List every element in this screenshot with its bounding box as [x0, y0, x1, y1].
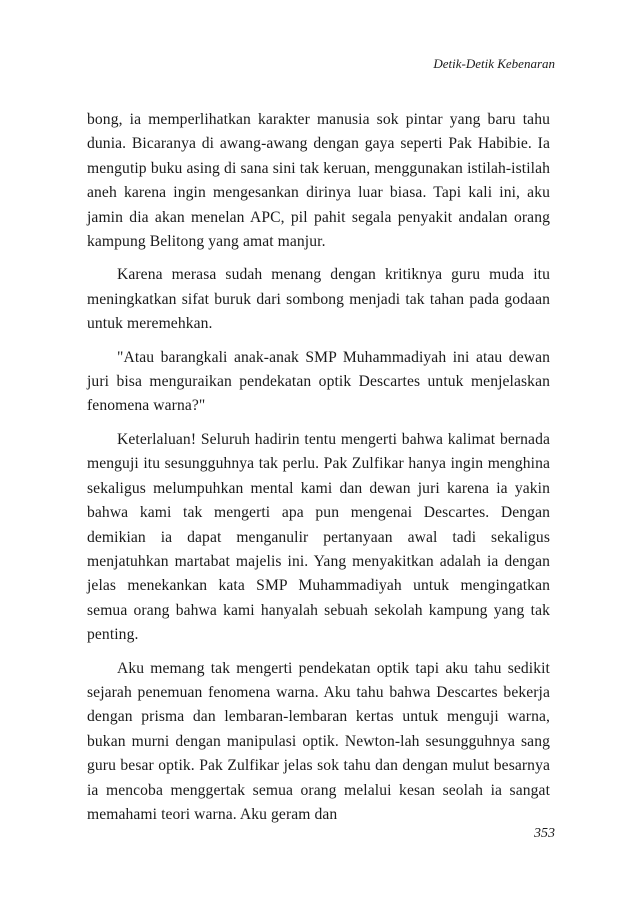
paragraph: Keterlaluan! Seluruh hadirin tentu mengerti bahwa kalimat bernada menguji itu sesungguhnya tak perlu. Pak Zulfikar hanya ingin menghina sekaligus melumpuhkan mental kami dan dewan juri karena ia yakin bahwa kami tak mengerti apa pun mengenai Descartes. Dengan demikian ia dapat menganulir pertanyaan awal tadi sekaligus menjatuhkan martabat majelis ini. Yang menyakitkan adalah ia dengan jelas menekankan kata SMP Muhammadiyah untuk mengingatkan semua orang bahwa kami hanyalah sebuah sekolah kampung yang tak penting.	[87, 430, 550, 644]
body-text	[87, 108, 550, 836]
paragraph: Karena merasa sudah menang dengan kritiknya guru muda itu meningkatkan sifat buruk dari sombong menjadi tak tahan pada godaan untuk meremehkan.	[87, 266, 550, 333]
paragraph: bong, ia memperlihatkan karakter manusia sok pintar yang baru tahu dunia. Bicaranya di awang-awang dengan gaya seperti Pak Habibie. Ia mengutip buku asing di sana sini tak keruan, menggunakan istilah-istilah aneh karena ingin mengesankan dirinya luar biasa. Tapi kali ini, aku jamin dia akan menelan APC, pil pahit segala penyakit andalan orang kampung Belitong yang amat manjur.	[87, 111, 550, 251]
paragraph: "Atau barangkali anak-anak SMP Muhammadiyah ini atau dewan juri bisa menguraikan pendekatan optik Descartes untuk menjelaskan fenomena warna?"	[87, 348, 550, 415]
paragraph: Aku memang tak mengerti pendekatan optik tapi aku tahu sedikit sejarah penemuan fenomena warna. Aku tahu bahwa Descartes bekerja dengan prisma dan lembaran-lembaran kertas untuk menguji warna, bukan murni dengan manipulasi optik. Newton-lah sesungguhnya sang guru besar optik. Pak Zulfikar jelas sok tahu dan dengan mulut besarnya ia mencoba menggertak semua orang melalui kesan seolah ia sangat memahami teori warna. Aku geram dan	[87, 659, 550, 823]
page-number: 353	[534, 826, 555, 841]
running-header: Detik-Detik Kebenaran	[433, 56, 555, 71]
